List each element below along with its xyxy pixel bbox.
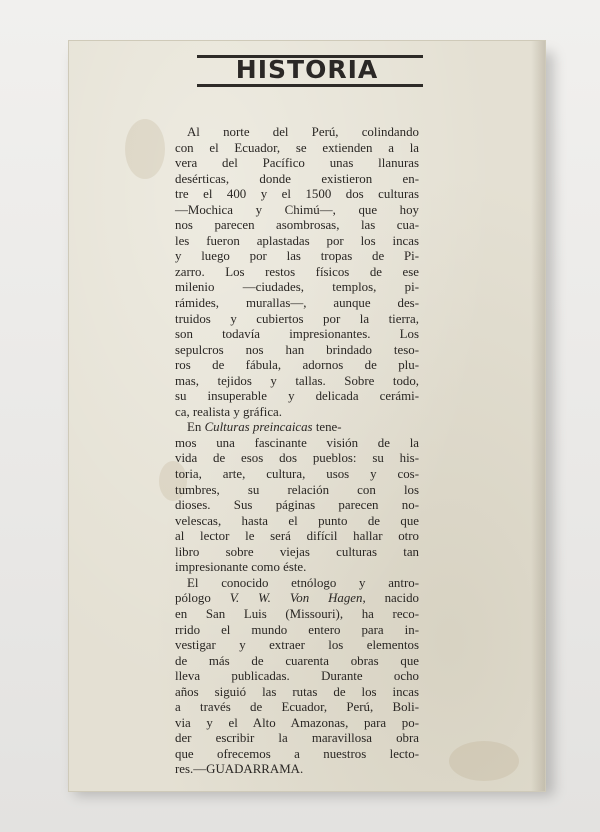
- text-line: libro sobre viejas culturas tan: [175, 544, 419, 559]
- text-line: mos una fascinante visión de la: [175, 435, 419, 450]
- cover-title: HISTORIA: [235, 55, 379, 84]
- text-line: y luego por las tropas de Pi-: [175, 249, 419, 264]
- text-line: que ofrecemos a nuestros lecto-: [175, 746, 419, 761]
- text-fragment: tene-: [315, 420, 342, 435]
- paper-stain: [449, 741, 519, 781]
- text-line: su insuperable y delicada cerámi-: [175, 389, 419, 404]
- text-fragment: En: [187, 420, 202, 435]
- text-line: lleva publicadas. Durante ocho: [175, 669, 419, 684]
- author-name-italic: V. W. Von Hagen,: [229, 591, 366, 606]
- text-line: tumbres, su relación con los: [175, 482, 419, 497]
- paper-stain: [125, 119, 165, 179]
- text-line: les fueron aplastadas por los incas: [175, 233, 419, 248]
- text-line: ca, realista y gráfica.: [175, 404, 282, 419]
- text-line: dioses. Sus páginas parecen no-: [175, 498, 419, 513]
- text-line: rámides, murallas—, aunque des-: [175, 296, 419, 311]
- paragraph-1: [175, 125, 419, 420]
- text-line: Al norte del Perú, colindando: [187, 125, 419, 139]
- text-line: sepulcros nos han brindado teso-: [175, 342, 419, 357]
- text-line: vera del Pacífico unas llanuras: [175, 156, 419, 171]
- book-title-italic: Culturas preincaicas: [204, 420, 313, 435]
- text-line: velescas, hasta el punto de que: [175, 513, 419, 528]
- text-line: truidos y cubiertos por la tierra,: [175, 311, 419, 326]
- cover-edge-shading: [531, 41, 545, 791]
- text-line: [175, 420, 419, 436]
- text-line: ros de fábula, adornos de plu-: [175, 358, 419, 373]
- text-line: El conocido etnólogo y antro-: [187, 575, 419, 590]
- text-line: en San Luis (Missouri), ha reco-: [175, 606, 419, 621]
- text-line: [175, 591, 419, 607]
- text-line: vestigar y extraer los elementos: [175, 638, 419, 653]
- text-line: a través de Ecuador, Perú, Boli-: [175, 700, 419, 715]
- text-line: años siguió las rutas de los incas: [175, 684, 419, 699]
- text-line: toria, arte, cultura, usos y cos-: [175, 467, 419, 482]
- text-line: via y el Alto Amazonas, para po-: [175, 715, 419, 730]
- text-line: der escribir la maravillosa obra: [175, 731, 419, 746]
- blurb-text: [175, 125, 419, 778]
- text-line: zarro. Los restos físicos de ese: [175, 264, 419, 279]
- text-line: al lector le será difícil hallar otro: [175, 529, 419, 544]
- text-fragment: nacido: [384, 591, 419, 606]
- title-rule-bottom: [197, 84, 423, 87]
- text-line: rrido el mundo entero para in-: [175, 622, 419, 637]
- text-line: nos parecen asombrosas, las cua-: [175, 218, 419, 233]
- text-line: res.—GUADARRAMA.: [175, 762, 304, 777]
- text-line: vida de esos dos pueblos: su his-: [175, 451, 419, 466]
- text-line: de más de cuarenta obras que: [175, 653, 419, 668]
- text-line: con el Ecuador, se extienden a la: [175, 140, 419, 155]
- text-line: —Mochica y Chimú—, que hoy: [175, 202, 419, 217]
- text-line: milenio —ciudades, templos, pi-: [175, 280, 419, 295]
- text-line: mas, tejidos y tallas. Sobre todo,: [175, 373, 419, 388]
- text-line: impresionante como éste.: [175, 560, 307, 575]
- text-line: tre el 400 y el 1500 dos culturas: [175, 187, 419, 202]
- book-back-cover: [68, 40, 546, 792]
- text-line: son todavía impresionantes. Los: [175, 327, 419, 342]
- text-line: desérticas, donde existieron en-: [175, 171, 419, 186]
- text-fragment: pólogo: [175, 591, 211, 606]
- paragraph-3: [175, 576, 419, 778]
- paragraph-2: [175, 420, 419, 575]
